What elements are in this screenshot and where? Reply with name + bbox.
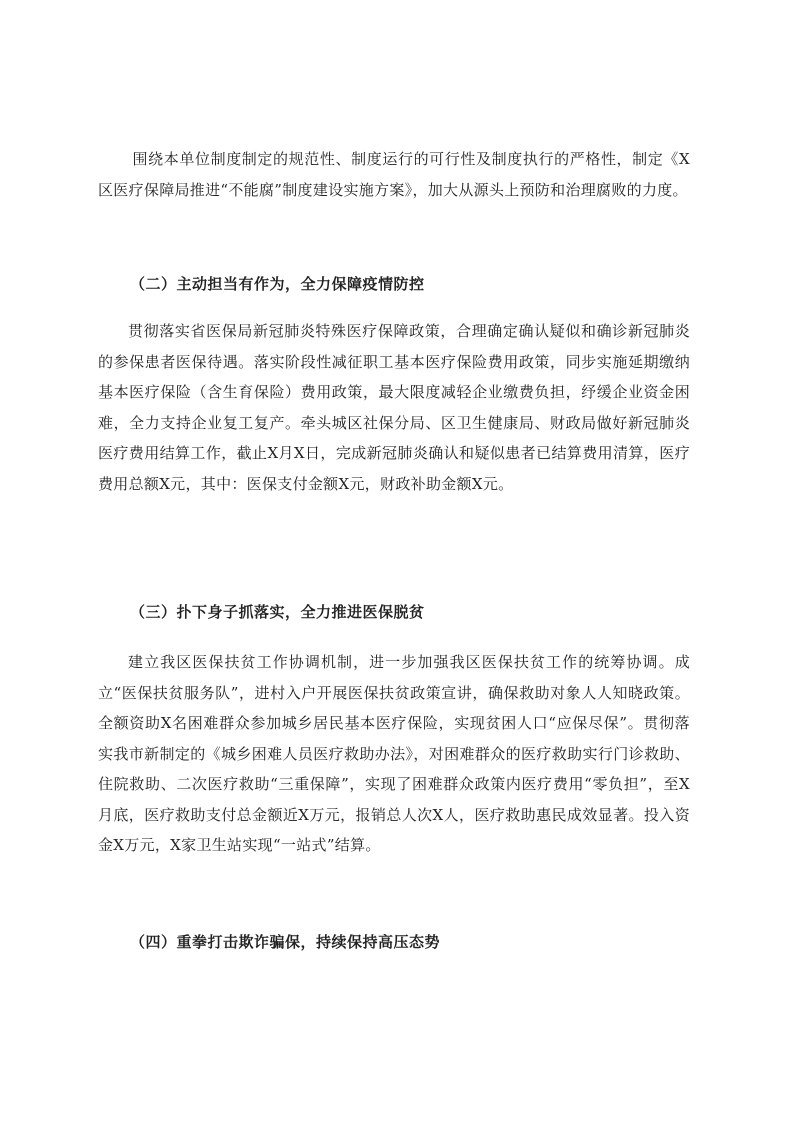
paragraph-epidemic-control: 贯彻落实省医保局新冠肺炎特殊医疗保障政策，合理确定确认疑似和确诊新冠肺炎的参保患者医保待遇。落实阶段性减征职工基本医疗保险费用政策，同步实施延期缴纳基本医疗保险（含生育保险）费用政策，最大限度减轻企业缴费负担，纾缓企业资金困难，全力支持企业复工复产。牵头城区社保分局、区卫生健康局、财政局做好新冠肺炎医疗费用结算工作，截止X月X日，完成新冠肺炎确认和疑似患者已结算费用清算，医疗费用总额X元，其中：医保支付金额X元，财政补助金额X元。 <box>98 322 690 493</box>
paragraph-poverty-alleviation: 建立我区医保扶贫工作协调机制，进一步加强我区医保扶贫工作的统筹协调。成立“医保扶贫服务队”，进村入户开展医保扶贫政策宣讲，确保救助对象人人知晓政策。全额资助X名困难群众参加城乡居民基本医疗保险，实现贫困人口“应保尽保”。贯彻落实我市新制定的《城乡困难人员医疗救助办法》，对困难群众的医疗救助实行门诊救助、住院救助、二次医疗救助“三重保障”，实现了困难群众政策内医疗费用“零负担”，至X月底，医疗救助支付总金额近X万元，报销总人次X人，医疗救助惠民成效显著。投入资金X万元，X家卫生站实现“一站式”结算。 <box>98 653 690 854</box>
paragraph-institutional-rules: 围绕本单位制度制定的规范性、制度运行的可行性及制度执行的严格性，制定《X区医疗保障局推进“不能腐”制度建设实施方案》，加大从源头上预防和治理腐败的力度。 <box>98 150 690 199</box>
section-heading-anti-fraud: （四）重拳打击欺诈骗保，持续保持高压态势 <box>130 933 441 951</box>
section-heading-poverty-alleviation: （三）扑下身子抓落实，全力推进医保脱贫 <box>130 603 425 621</box>
section-heading-epidemic-control: （二）主动担当有作为，全力保障疫情防控 <box>130 275 425 293</box>
